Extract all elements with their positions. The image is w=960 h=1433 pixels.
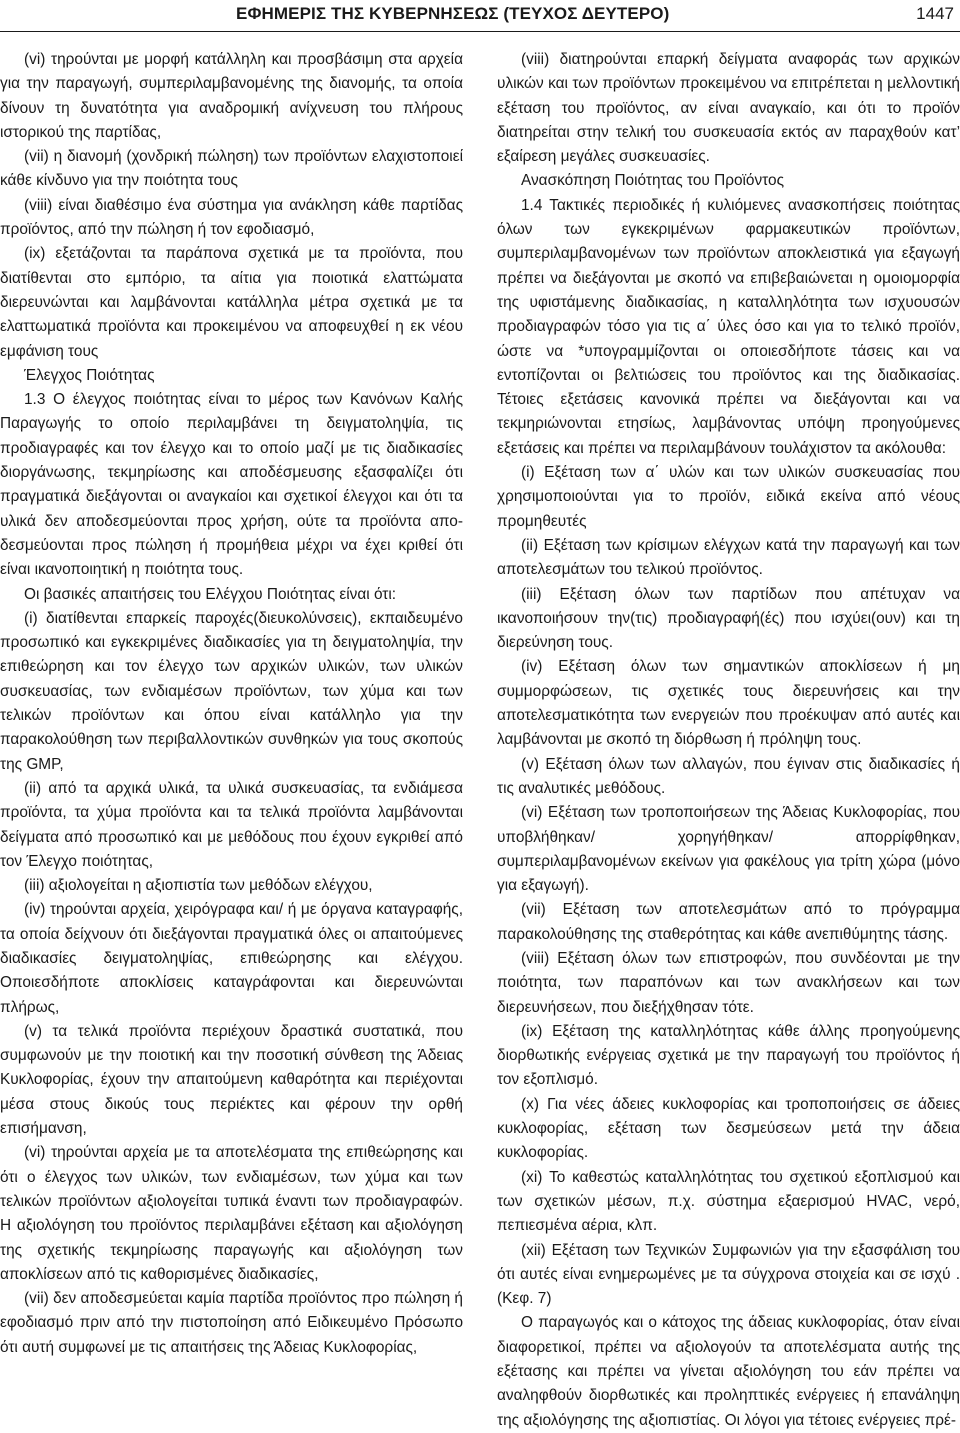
paragraph: (xii) Εξέταση των Τεχνικών Συμφωνιών για την εξασφάλιση του ότι αυτές είναι ενημερωμένες με τα σύγχρονα στοιχεία και σε ισχύ .(Κεφ. 7) (497, 1241, 960, 1308)
paragraph: (xi) Το καθεστώς καταλληλότητας του σχετικού εξοπλισμού και των σχετικών μέσων, π.χ. σύστημα εξαερισμού HVAC, νερό, πεπιεσμένα αέρια, κλπ. (497, 1168, 960, 1235)
paragraph: (iii) Εξέταση όλων των παρτίδων που απέτυχαν να ικανοποιήσουν την(τις) προδιαγραφή(ές) που ισχύει(ουν) και τη διερεύνηση τους. (497, 585, 960, 652)
paragraph: Ο παραγωγός και ο κάτοχος της άδειας κυκλοφορίας, όταν είναι διαφορετικοί, πρέπει να αξιολογούν τα αποτελέσματα αυτής της εξέτασης και πρέπει να γίνεται αξιολόγηση του εάν πρέπει να αναληφθούν διορθωτικές και προληπτικές ενέργειες ή επανάληψη της αξιολόγησης της αξιοπιστίας. Οι λόγοι για τέτοιες ενέργειες πρέ- (497, 1314, 960, 1429)
paragraph: Οι βασικές απαιτήσεις του Ελέγχου Ποιότητας είναι ότι: (24, 585, 397, 603)
paragraph: (v) τα τελικά προϊόντα περιέχουν δραστικά συστατικά, που συμφωνούν με την ποιοτική και την ποσοτική σύνθεση της Άδειας Κυκλοφορίας, έχουν την απαιτούμενη καθαρότητα και περιέχονται μέσα στους δικούς τους περιέκτες και φέρουν την ορθή επισήμανση, (0, 1022, 463, 1138)
gazette-title: ΕΦΗΜΕΡΙΣ ΤΗΣ ΚΥΒΕΡΝΗΣΕΩΣ (ΤΕΥΧΟΣ ΔΕΥΤΕΡΟ) (236, 4, 670, 23)
paragraph: 1.3 Ο έλεγχος ποιότητας είναι το μέρος των Κανόνων Καλής Παραγωγής το οποίο περιλαμβάνει τη δειγματοληψία, τις προδιαγραφές και τον έλεγχο και το οποίο μαζί με τις διαδικασίες διοργάνωσης, τεκμηρίωσης και αποδέσμευσης εξασφαλίζει ότι πραγματικά διεξάγονται οι αναγκαίοι και σχετικοί έλεγχοι και ότι τα υλικά δεν αποδεσμεύονται προς χρήση, ούτε τα προϊόντα αποδεσμεύονται προς πώληση ή προμήθεια μέχρι να έχει κριθεί ότι είναι ικανοποιητική η ποιότητα τους. (0, 391, 463, 579)
paragraph: (viii) διατηρούνται επαρκή δείγματα αναφοράς των αρχικών υλικών και των προϊόντων προκειμένου να επιτρέπεται η μελλοντική εξέταση του προϊόντος, αν είναι αναγκαίο, και ότι το προϊόν διατηρείται στην τελική του συσκευασία εκτός αν παραχθούν κατ’ εξαίρεση μεγάλες συσκευασίες. (497, 51, 960, 166)
paragraph: (ii) Εξέταση των κρίσιμων ελέγχων κατά την παραγωγή και των αποτελεσμάτων του τελικού προϊόντος. (497, 536, 960, 579)
paragraph: (viii) Εξέταση όλων των επιστροφών, που συνδέονται με την ποιότητα, των παραπόνων και των ανακλήσεων και των διερευνήσεων, που διεξήχθησαν τότε. (497, 949, 960, 1016)
paragraph: (iii) αξιολογείται η αξιοπιστία των μεθόδων ελέγχου, (24, 877, 373, 895)
header-divider (0, 31, 960, 32)
paragraph: (iv) τηρούνται αρχεία, χειρόγραφα και/ ή με όργανα καταγραφής, τα οποία δείχνουν ότι διεξάγονται πραγματικά όλες οι απαιτούμενες διαδικασίες δειγματοληψίας, επιθεώρησης και ελέγχου. Οποιεσδήποτε αποκλίσεις καταγράφονται και διερευνώνται πλήρως, (0, 901, 463, 1016)
paragraph: (vii) δεν αποδεσμεύεται καμία παρτίδα προϊόντος προ πώληση ή εφοδιασμό πριν από την πιστοποίηση από Ειδικευμένο Πρόσωπο ότι αυτή συμφωνεί με τις απαιτήσεις της Άδειας Κυκλοφορίας, (0, 1290, 463, 1356)
page-header (0, 0, 960, 30)
paragraph: (vii) η διανομή (χονδρική πώληση) των προϊόντων ελαχιστοποιεί κάθε κίνδυνο για την ποιότητα τους (0, 148, 463, 190)
paragraph: (vi) τηρούνται αρχεία με τα αποτελέσματα της επιθεώρησης και ότι ο έλεγχος των υλικών, των ενδιαμέσων, των χύμα και των τελικών προϊόντων αξιολογείται τυπικά έναντι των προδιαγραφών. Η αξιολόγηση του προϊόντος περιλαμβάνει εξέταση και αξιολόγηση της σχετικής τεκμηρίωσης παραγωγής και αξιολόγηση των αποκλίσεων από τις καθορισμένες διαδικασίες, (0, 1144, 463, 1283)
paragraph: (ii) από τα αρχικά υλικά, τα υλικά συσκευασίας, τα ενδιάμεσα προϊόντα, τα χύμα προϊόντα και τα τελικά προϊόντα λαμβάνονται δείγματα από προσωπικό και με μεθόδους που έχουν εγκριθεί από τον Έλεγχο ποιότητας, (0, 779, 463, 870)
paragraph: 1.4 Τακτικές περιοδικές ή κυλιόμενες ανασκοπήσεις ποιότητας όλων των εγκεκριμένων φαρμακευτικών προϊόντων, συμπεριλαμβανομένων των προϊόντων αποκλειστικά για εξαγωγή πρέπει να διεξάγονται με σκοπό να επιβεβαιώνεται η ομοιομορφία της υφιστάμενης διαδικασίας, η καταλληλότητα των ισχυουσών προδιαγραφών τόσο για τις α΄ ύλες όσο και για το τελικό προϊόν, ώστε να *υπογραμμίζονται οι οποιεσδήποτε τάσεις και να εντοπίζονται οι βελτιώσεις του προϊόντος και της διαδικασίας. Τέτοιες εξετάσεις κανονικά πρέπει να διεξάγονται και να τεκμηριώνονται ετησίως, λαμβάνοντας υπόψη προηγούμενες εξετάσεις και πρέπει να περιλαμβάνουν τουλάχιστον τα ακόλουθα: (497, 196, 960, 457)
right-column (497, 48, 960, 1433)
section-heading: Ανασκόπηση Ποιότητας του Προϊόντος (521, 172, 785, 190)
paragraph: (i) Εξέταση των α΄ υλών και των υλικών συσκευασίας που χρησιμοποιούνται για το προϊόν, ειδικά εκείνα από νέους προμηθευτές (497, 464, 960, 530)
paragraph: (ix) εξετάζονται τα παράπονα σχετικά με τα προϊόντα, που διατίθενται στο εμπόριο, τα αίτια για ποιοτικά ελαττώματα διερευνώνται και λαμβάνονται κατάλληλα μέτρα σχετικά με τα ελαττωματικά προϊόντα και προκειμένου να αποφευχθεί η εκ νέου εμφάνιση τους (0, 245, 463, 360)
left-column (0, 48, 463, 1360)
paragraph: (vi) τηρούνται με μορφή κατάλληλη και προσβάσιμη στα αρχεία για την παραγωγή, συμπεριλαμβανομένης της διανομής, τα οποία δίνουν τη δυνατότητα για αναδρομική ανίχνευση του πλήρους ιστορικού της παρτίδας, (0, 51, 463, 141)
paragraph: (vii) Εξέταση των αποτελεσμάτων από το πρόγραμμα παρακολούθησης της σταθερότητας και κάθε ανεπιθύμητης τάσης. (497, 901, 960, 943)
section-heading: Έλεγχος Ποιότητας (24, 366, 155, 384)
paragraph: (x) Για νέες άδειες κυκλοφορίας και τροποποιήσεις σε άδειες κυκλοφορίας, εξέταση των δεσμεύσεων μετά την άδεια κυκλοφορίας. (497, 1095, 960, 1162)
paragraph: (v) Εξέταση όλων των αλλαγών, που έγιναν στις διαδικασίες ή τις αναλυτικές μεθόδους. (497, 755, 960, 797)
paragraph: (viii) είναι διαθέσιμο ένα σύστημα για ανάκληση κάθε παρτίδας προϊόντος, από την πώληση ή τον εφοδιασμό, (0, 196, 463, 239)
paragraph: (ix) Εξέταση της καταλληλότητας κάθε άλλης προηγούμενης διορθωτικής ενέργειας σχετικά με την παραγωγή του προϊόντος ή τον εξοπλισμό. (497, 1022, 960, 1089)
paragraph: (vi) Εξέταση των τροποποιήσεων της Άδειας Κυκλοφορίας, που υποβλήθηκαν/ χορηγήθηκαν/ απορρίφθηκαν, συμπεριλαμβανομένων εκείνων για φακέλους για τρίτη χώρα (μόνο για εξαγωγή). (497, 804, 960, 895)
paragraph: (i) διατίθενται επαρκείς παροχές(διευκολύνσεις), εκπαιδευμένο προσωπικό και εγκεκριμένες διαδικασίες για τη δειγματοληψία, την επιθεώρηση και τον έλεγχο των αρχικών υλικών, των υλικών συσκευασίας, των ενδιαμέσων προϊόντων, των χύμα και των τελικών προϊόντων και όπου είναι κατάλληλο για την παρακολούθηση των περιβαλλοντικών συνθηκών για τους σκοπούς της GMP, (0, 609, 463, 773)
paragraph: (iv) Εξέταση όλων των σημαντικών αποκλίσεων ή μη συμμορφώσεων, τις σχετικές τους διερευνήσεις και την αποτελεσματικότητα των ενεργειών που προέκυψαν από αυτές και λαμβάνονται με σκοπό τη διόρθωση ή πρόληψη τους. (497, 658, 960, 749)
page-number: 1447 (916, 4, 954, 23)
